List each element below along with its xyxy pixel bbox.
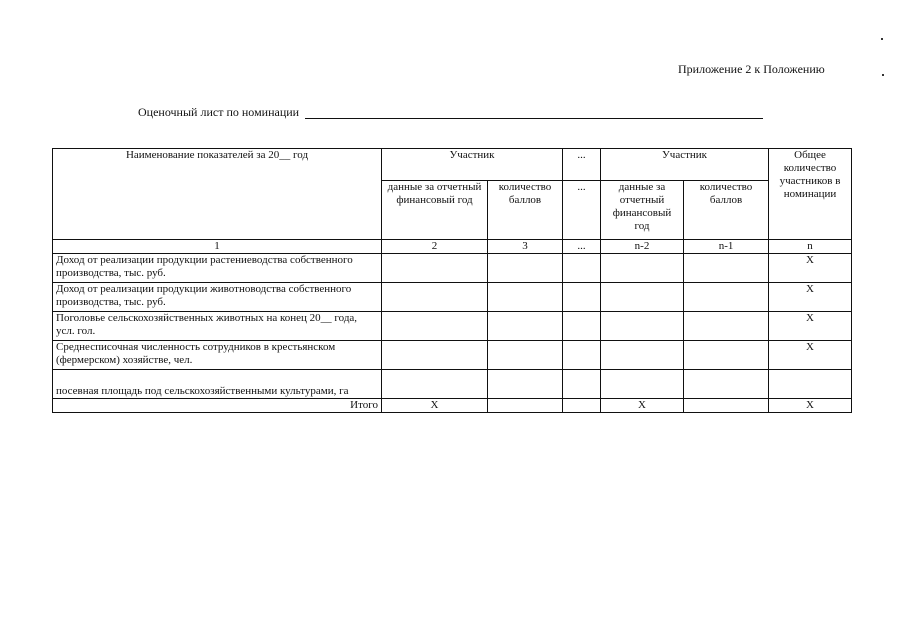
ellipsis-cell[interactable] bbox=[563, 341, 601, 370]
ellipsis-cell[interactable] bbox=[563, 283, 601, 312]
data-cell[interactable] bbox=[601, 370, 684, 399]
total-participants-header: Общее количество участников в номинации bbox=[769, 149, 852, 240]
evaluation-label: Оценочный лист по номинации bbox=[138, 105, 300, 119]
sub-data-header-1: данные за отчетный финансовый год bbox=[382, 181, 488, 240]
column-number-row bbox=[53, 240, 852, 254]
data-cell[interactable] bbox=[382, 341, 488, 370]
col-number: 1 bbox=[53, 240, 382, 254]
indicator-name: посевная площадь под сельскохозяйственными культурами, га bbox=[53, 370, 382, 399]
participant-header-1: Участник bbox=[382, 149, 563, 181]
points-cell[interactable] bbox=[684, 341, 769, 370]
indicator-name: Доход от реализации продукции животноводства собственного производства, тыс. руб. bbox=[53, 283, 382, 312]
total-x-cell: X bbox=[382, 399, 488, 413]
data-cell[interactable] bbox=[601, 341, 684, 370]
total-row bbox=[53, 399, 852, 413]
indicator-name: Доход от реализации продукции растениеводства собственного производства, тыс. руб. bbox=[53, 254, 382, 283]
points-cell[interactable] bbox=[488, 341, 563, 370]
points-cell[interactable] bbox=[488, 254, 563, 283]
sub-data-header-2: данные за отчетный финансовый год bbox=[601, 181, 684, 240]
indicator-name: Среднесписочная численность сотрудников в крестьянском (фермерском) хозяйстве, чел. bbox=[53, 341, 382, 370]
table-row bbox=[53, 283, 852, 312]
data-cell[interactable] bbox=[382, 283, 488, 312]
evaluation-table bbox=[52, 148, 852, 413]
ellipsis-cell[interactable] bbox=[563, 370, 601, 399]
table-row bbox=[53, 341, 852, 370]
col-number: n bbox=[769, 240, 852, 254]
nomination-blank-field[interactable] bbox=[305, 106, 763, 119]
points-cell[interactable] bbox=[488, 399, 563, 413]
col-number: 3 bbox=[488, 240, 563, 254]
ellipsis-cell[interactable] bbox=[563, 399, 601, 413]
total-x-cell: X bbox=[769, 399, 852, 413]
total-cell: X bbox=[769, 283, 852, 312]
ellipsis-cell[interactable] bbox=[563, 312, 601, 341]
table-row bbox=[53, 312, 852, 341]
sub-points-header-1: количество баллов bbox=[488, 181, 563, 240]
table-row bbox=[53, 370, 852, 399]
col-number: ... bbox=[563, 240, 601, 254]
ellipsis-header: ... bbox=[563, 149, 601, 181]
col-number: 2 bbox=[382, 240, 488, 254]
total-cell: X bbox=[769, 312, 852, 341]
header-row-1 bbox=[53, 149, 852, 181]
points-cell[interactable] bbox=[488, 370, 563, 399]
total-label: Итого bbox=[53, 399, 382, 413]
sub-points-header-2: количество баллов bbox=[684, 181, 769, 240]
data-cell[interactable] bbox=[601, 312, 684, 341]
mark-side-right bbox=[882, 74, 884, 76]
data-cell[interactable] bbox=[382, 370, 488, 399]
data-cell[interactable] bbox=[382, 312, 488, 341]
points-cell[interactable] bbox=[488, 283, 563, 312]
total-x-cell: X bbox=[601, 399, 684, 413]
points-cell[interactable] bbox=[684, 283, 769, 312]
appendix-label: Приложение 2 к Положению bbox=[678, 62, 825, 76]
points-cell[interactable] bbox=[684, 312, 769, 341]
indicator-header: Наименование показателей за 20__ год bbox=[53, 149, 382, 240]
total-cell bbox=[769, 370, 852, 399]
data-cell[interactable] bbox=[601, 283, 684, 312]
indicator-name: Поголовье сельскохозяйственных животных на конец 20__ года, усл. гол. bbox=[53, 312, 382, 341]
points-cell[interactable] bbox=[488, 312, 563, 341]
points-cell[interactable] bbox=[684, 254, 769, 283]
data-cell[interactable] bbox=[382, 254, 488, 283]
col-number: n-2 bbox=[601, 240, 684, 254]
table-row bbox=[53, 254, 852, 283]
participant-header-2: Участник bbox=[601, 149, 769, 181]
evaluation-line bbox=[138, 105, 763, 119]
sub-ellipsis-header: ... bbox=[563, 181, 601, 240]
points-cell[interactable] bbox=[684, 370, 769, 399]
total-cell: X bbox=[769, 341, 852, 370]
data-cell[interactable] bbox=[601, 254, 684, 283]
col-number: n-1 bbox=[684, 240, 769, 254]
ellipsis-cell[interactable] bbox=[563, 254, 601, 283]
total-cell: X bbox=[769, 254, 852, 283]
points-cell[interactable] bbox=[684, 399, 769, 413]
mark-top-right bbox=[881, 38, 883, 40]
